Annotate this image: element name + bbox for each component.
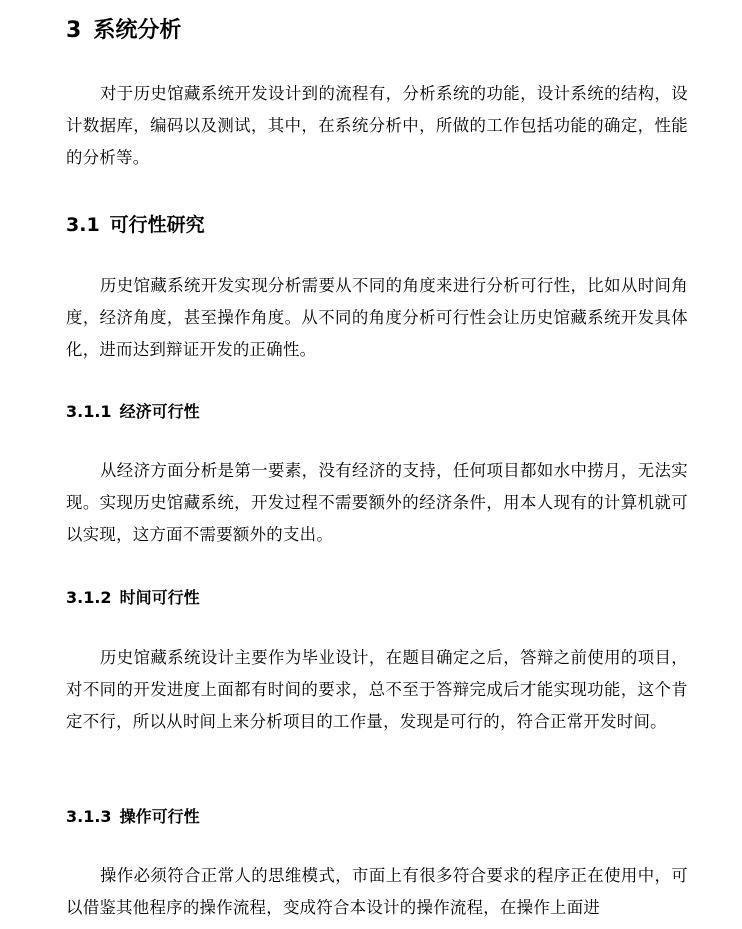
subsubsection-title: 经济可行性 bbox=[119, 402, 200, 421]
subsubsection-title: 时间可行性 bbox=[119, 588, 200, 607]
feasibility-intro-paragraph: 历史馆藏系统开发实现分析需要从不同的角度来进行分析可行性，比如从时间角度，经济角度，甚至操作角度。从不同的角度分析可行性会让历史馆藏系统开发具体化，进而达到辩证开发的正确性。 bbox=[66, 276, 688, 359]
economic-paragraph: 从经济方面分析是第一要素，没有经济的支持，任何项目都如水中捞月，无法实现。实现历史馆藏系统，开发过程不需要额外的经济条件，用本人现有的计算机就可以实现，这方面不需要额外的支出。 bbox=[66, 461, 688, 544]
subsection-heading-feasibility bbox=[66, 212, 205, 238]
subsubsection-heading-operation bbox=[66, 806, 200, 828]
section-title: 系统分析 bbox=[93, 18, 182, 43]
subsubsection-heading-time bbox=[66, 587, 200, 609]
subsubsection-number: 3.1.1 bbox=[66, 402, 112, 421]
operation-paragraph: 操作必须符合正常人的思维模式，市面上有很多符合要求的程序正在使用中，可以借鉴其他程序的操作流程，变成符合本设计的操作流程，在操作上面进 bbox=[66, 866, 688, 917]
subsubsection-title: 操作可行性 bbox=[119, 807, 200, 826]
section-heading bbox=[66, 16, 181, 46]
subsection-number: 3.1 bbox=[66, 214, 100, 236]
section-intro-paragraph: 对于历史馆藏系统开发设计到的流程有，分析系统的功能，设计系统的结构，设计数据库，编码以及测试，其中，在系统分析中，所做的工作包括功能的确定，性能的分析等。 bbox=[66, 84, 688, 167]
subsection-title: 可行性研究 bbox=[109, 214, 205, 236]
subsubsection-number: 3.1.3 bbox=[66, 807, 112, 826]
subsubsection-heading-economic bbox=[66, 401, 200, 423]
time-paragraph: 历史馆藏系统设计主要作为毕业设计，在题目确定之后，答辩之前使用的项目，对不同的开发进度上面都有时间的要求，总不至于答辩完成后才能实现功能，这个肯定不行，所以从时间上来分析项目的工作量，发现是可行的，符合正常开发时间。 bbox=[66, 648, 688, 731]
subsubsection-number: 3.1.2 bbox=[66, 588, 112, 607]
section-number: 3 bbox=[66, 18, 82, 43]
